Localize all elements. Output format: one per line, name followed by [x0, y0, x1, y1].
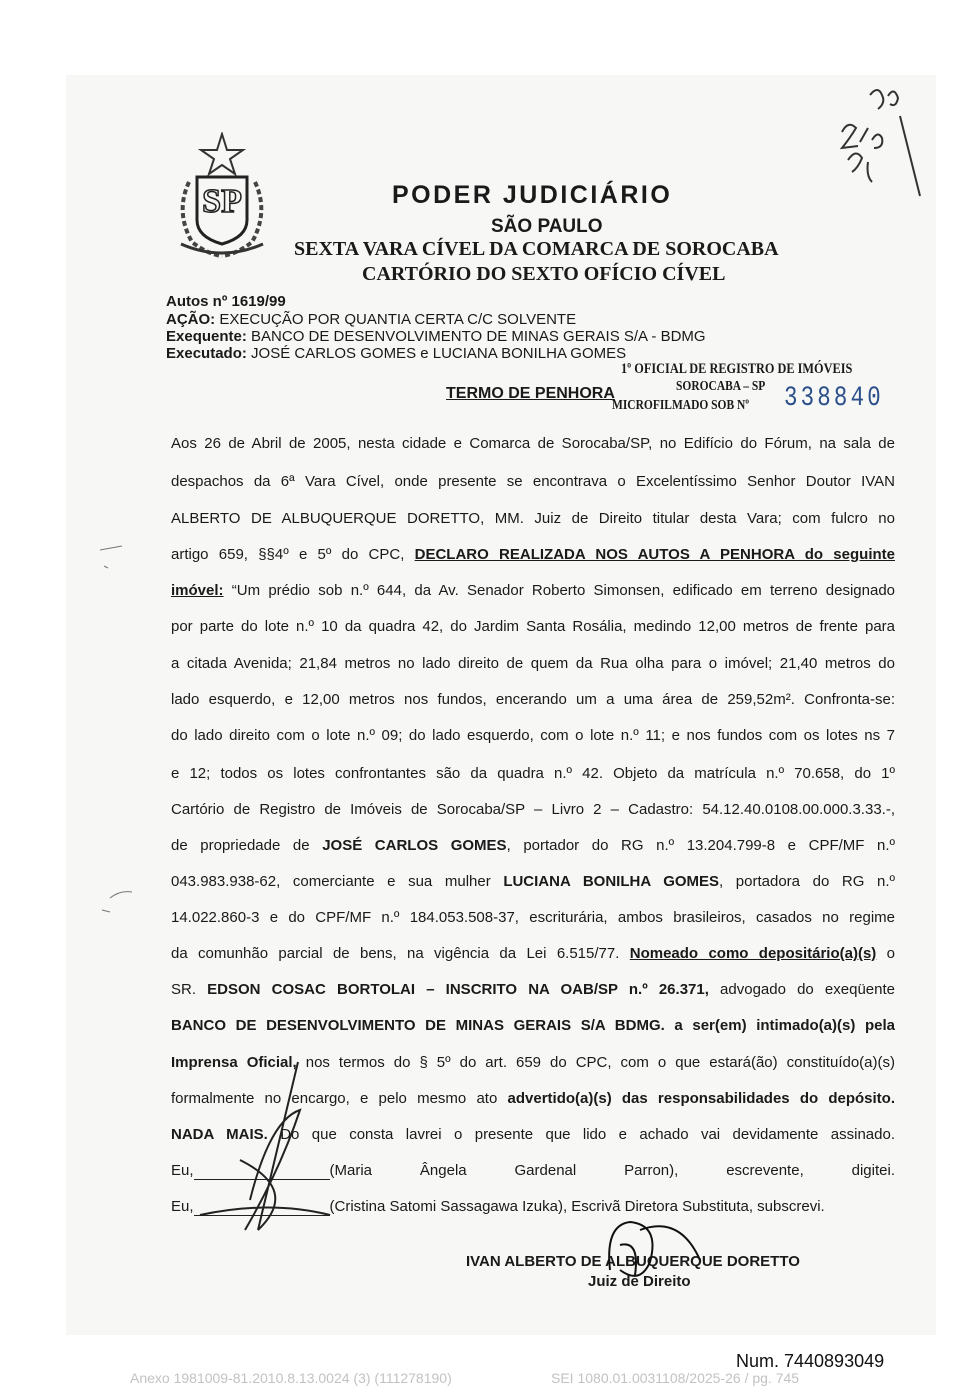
- header-title: PODER JUDICIÁRIO: [392, 181, 673, 209]
- registry-stamp-line3: MICROFILMADO SOB Nº: [612, 398, 750, 413]
- case-exequente: Exequente: BANCO DE DESENVOLVIMENTO DE MINAS GERAIS S/A - BDMG: [166, 328, 706, 345]
- footer-annex: Anexo 1981009-81.2010.8.13.0024 (3) (111278190): [130, 1370, 452, 1386]
- case-action: AÇÃO: EXECUÇÃO POR QUANTIA CERTA C/C SOLVENTE: [166, 311, 577, 328]
- director-signature-line: Eu, (Cristina Satomi Sassagawa Izuka), Escrivã Diretora Substituta, subscrevi.: [171, 1198, 825, 1215]
- footer-sei: SEI 1080.01.0031108/2025-26 / pg. 745: [551, 1370, 800, 1386]
- body-line: 14.022.860-3 e do CPF/MF n.º 184.053.508-37, escriturária, ambos brasileiros, casados no regime: [171, 909, 895, 926]
- document-title: TERMO DE PENHORA: [446, 385, 615, 402]
- document-number: Num. 7440893049: [736, 1351, 885, 1371]
- header-office: CARTÓRIO DO SEXTO OFÍCIO CÍVEL: [362, 263, 726, 285]
- judge-name: IVAN ALBERTO DE ALBUQUERQUE DORETTO: [466, 1253, 800, 1270]
- body-line: ALBERTO DE ALBUQUERQUE DORETTO, MM. Juiz de Direito titular desta Vara; com fulcro no: [171, 510, 895, 527]
- svg-text:SP: SP: [202, 183, 242, 220]
- body-line: por parte do lote n.º 10 da quadra 42, do Jardim Santa Rosália, medindo 12,00 metros de frente para: [171, 618, 895, 635]
- body-line: 043.983.938-62, comerciante e sua mulher LUCIANA BONILHA GOMES, portadora do RG n.º: [171, 873, 895, 890]
- body-line: do lado direito com o lote n.º 09; do lado esquerdo, com o lote n.º 11; e nos fundos com os lotes ns 7: [171, 727, 895, 744]
- body-line: de propriedade de JOSÉ CARLOS GOMES, portador do RG n.º 13.204.799-8 e CPF/MF n.º: [171, 837, 896, 854]
- body-line: SR. EDSON COSAC BORTOLAI – INSCRITO NA OAB/SP n.º 26.371, advogado do exeqüente: [171, 981, 895, 998]
- registry-stamp-number: 338840: [784, 383, 884, 414]
- body-line: despachos da 6ª Vara Cível, onde presente se encontrava o Excelentíssimo Senhor Doutor IVAN: [171, 473, 895, 490]
- body-line: a citada Avenida; 21,84 metros no lado direito de quem da Rua olha para o imóvel; 21,40 metros do: [171, 655, 895, 672]
- body-line: lado esquerdo, e 12,00 metros nos fundos, encerando um a uma área de 259,52m². Confronta-se:: [171, 691, 895, 708]
- registry-stamp-line2: SOROCABA – SP: [676, 379, 766, 394]
- clerk-signature-line: Eu, (Maria Ângela Gardenal Parron), escrevente, digitei.: [171, 1162, 895, 1179]
- body-line: da comunhão parcial de bens, na vigência da Lei 6.515/77. Nomeado como depositário(a)(s) o: [171, 945, 896, 962]
- registry-stamp-line1: 1º OFICIAL DE REGISTRO DE IMÓVEIS: [621, 361, 853, 377]
- case-executado: Executado: JOSÉ CARLOS GOMES e LUCIANA BONILHA GOMES: [166, 345, 627, 362]
- body-line: formalmente no encargo, e pelo mesmo ato advertido(a)(s) das responsabilidades do depósito.: [171, 1090, 896, 1107]
- sao-paulo-coat-of-arms-icon: [167, 132, 277, 262]
- case-number: Autos nº 1619/99: [166, 293, 286, 310]
- body-line: Aos 26 de Abril de 2005, nesta cidade e Comarca de Sorocaba/SP, no Edifício do Fórum, na sala de: [171, 435, 895, 452]
- header-court: SEXTA VARA CÍVEL DA COMARCA DE SOROCABA: [294, 238, 779, 260]
- body-line: NADA MAIS. Do que consta lavrei o presente que lido e achado vai devidamente assinado.: [171, 1126, 895, 1143]
- body-line: Imprensa Oficial, nos termos do § 5º do art. 659 do CPC, com o que estará(ão) constituído(a)(s): [171, 1054, 895, 1071]
- body-line: artigo 659, §§4º e 5º do CPC, DECLARO REALIZADA NOS AUTOS A PENHORA do seguinte: [171, 546, 895, 563]
- judge-role: Juiz de Direito: [588, 1273, 691, 1290]
- body-line: BANCO DE DESENVOLVIMENTO DE MINAS GERAIS S/A BDMG. a ser(em) intimado(a)(s) pela: [171, 1017, 895, 1034]
- body-line: imóvel: “Um prédio sob n.º 644, da Av. Senador Roberto Simonsen, edificado em terreno designado: [171, 582, 895, 599]
- body-line: e 12; todos os lotes confrontantes são da quadra n.º 42. Objeto da matrícula n.º 70.658, do 1º: [171, 765, 895, 782]
- body-line: Cartório de Registro de Imóveis de Sorocaba/SP – Livro 2 – Cadastro: 54.12.40.0108.00.000.3.33.-,: [171, 801, 895, 818]
- header-state: SÃO PAULO: [491, 216, 603, 237]
